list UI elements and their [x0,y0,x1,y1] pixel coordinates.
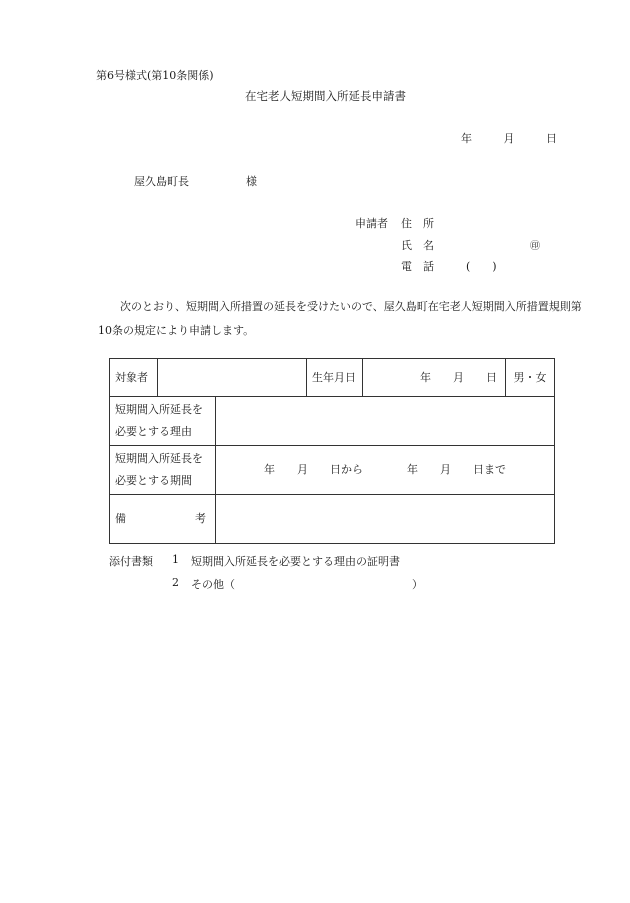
applicant-phone-field[interactable] [401,258,434,274]
addressee-name: 屋久島町長 [134,175,189,188]
form-number: 第6号様式(第10条関係) [96,69,214,82]
reason-label-line-2: 必要とする理由 [115,425,192,438]
period-row [110,446,555,495]
attachment-number-1: 1 [172,553,179,566]
attachment-close-paren: ） [412,578,423,591]
remarks-label-a: 備 [115,512,126,525]
remarks-row [110,495,555,544]
birthdate-field[interactable]: 年 月 日 [363,359,506,397]
address-label-1: 住 [401,217,412,230]
addressee [134,173,257,189]
date-month-label: 月 [503,132,515,145]
remarks-label [110,495,216,544]
attachment-text-2: その他（ [191,578,235,591]
attachments-label: 添付書類 [109,555,153,568]
addressee-honorific: 様 [246,175,257,188]
address-label-2: 所 [423,217,434,230]
remarks-field[interactable] [216,495,555,544]
name-label-2: 名 [423,239,434,252]
subject-label: 対象者 [110,359,158,397]
applicant-name-field[interactable] [401,237,434,253]
date-year-label: 年 [461,132,472,145]
period-label-line-1: 短期間入所延長を [115,452,203,465]
body-text: 次のとおり、短期間入所措置の延長を受けたいので、屋久島町在宅老人短期間入所措置規則第10条の規定により申請します。 [98,300,582,337]
phone-label-1: 電 [401,260,412,273]
period-field[interactable]: 年 月 日から 年 月 日まで [216,446,555,495]
date-day-label: 日 [546,132,557,145]
phone-parentheses: ( ) [466,260,497,273]
application-table [109,358,555,544]
reason-field[interactable] [216,397,555,446]
period-label [110,446,216,495]
attachment-number-2: 2 [172,576,179,589]
subject-row [110,359,555,397]
birthdate-label: 生年月日 [307,359,363,397]
remarks-label-b: 考 [195,512,206,525]
gender-field[interactable]: 男・女 [506,359,555,397]
name-label-1: 氏 [401,239,412,252]
period-label-line-2: 必要とする期間 [115,474,192,487]
date-line [461,130,557,146]
applicant-label: 申請者 [355,217,388,230]
document-title: 在宅老人短期間入所延長申請書 [245,89,406,103]
reason-label-line-1: 短期間入所延長を [115,403,203,416]
attachment-text-1: 短期間入所延長を必要とする理由の証明書 [191,555,400,568]
applicant-address-field[interactable] [401,215,434,231]
subject-field[interactable] [158,359,307,397]
reason-row [110,397,555,446]
seal-mark: ㊞ [530,241,540,252]
reason-label [110,397,216,446]
phone-label-2: 話 [423,260,434,273]
